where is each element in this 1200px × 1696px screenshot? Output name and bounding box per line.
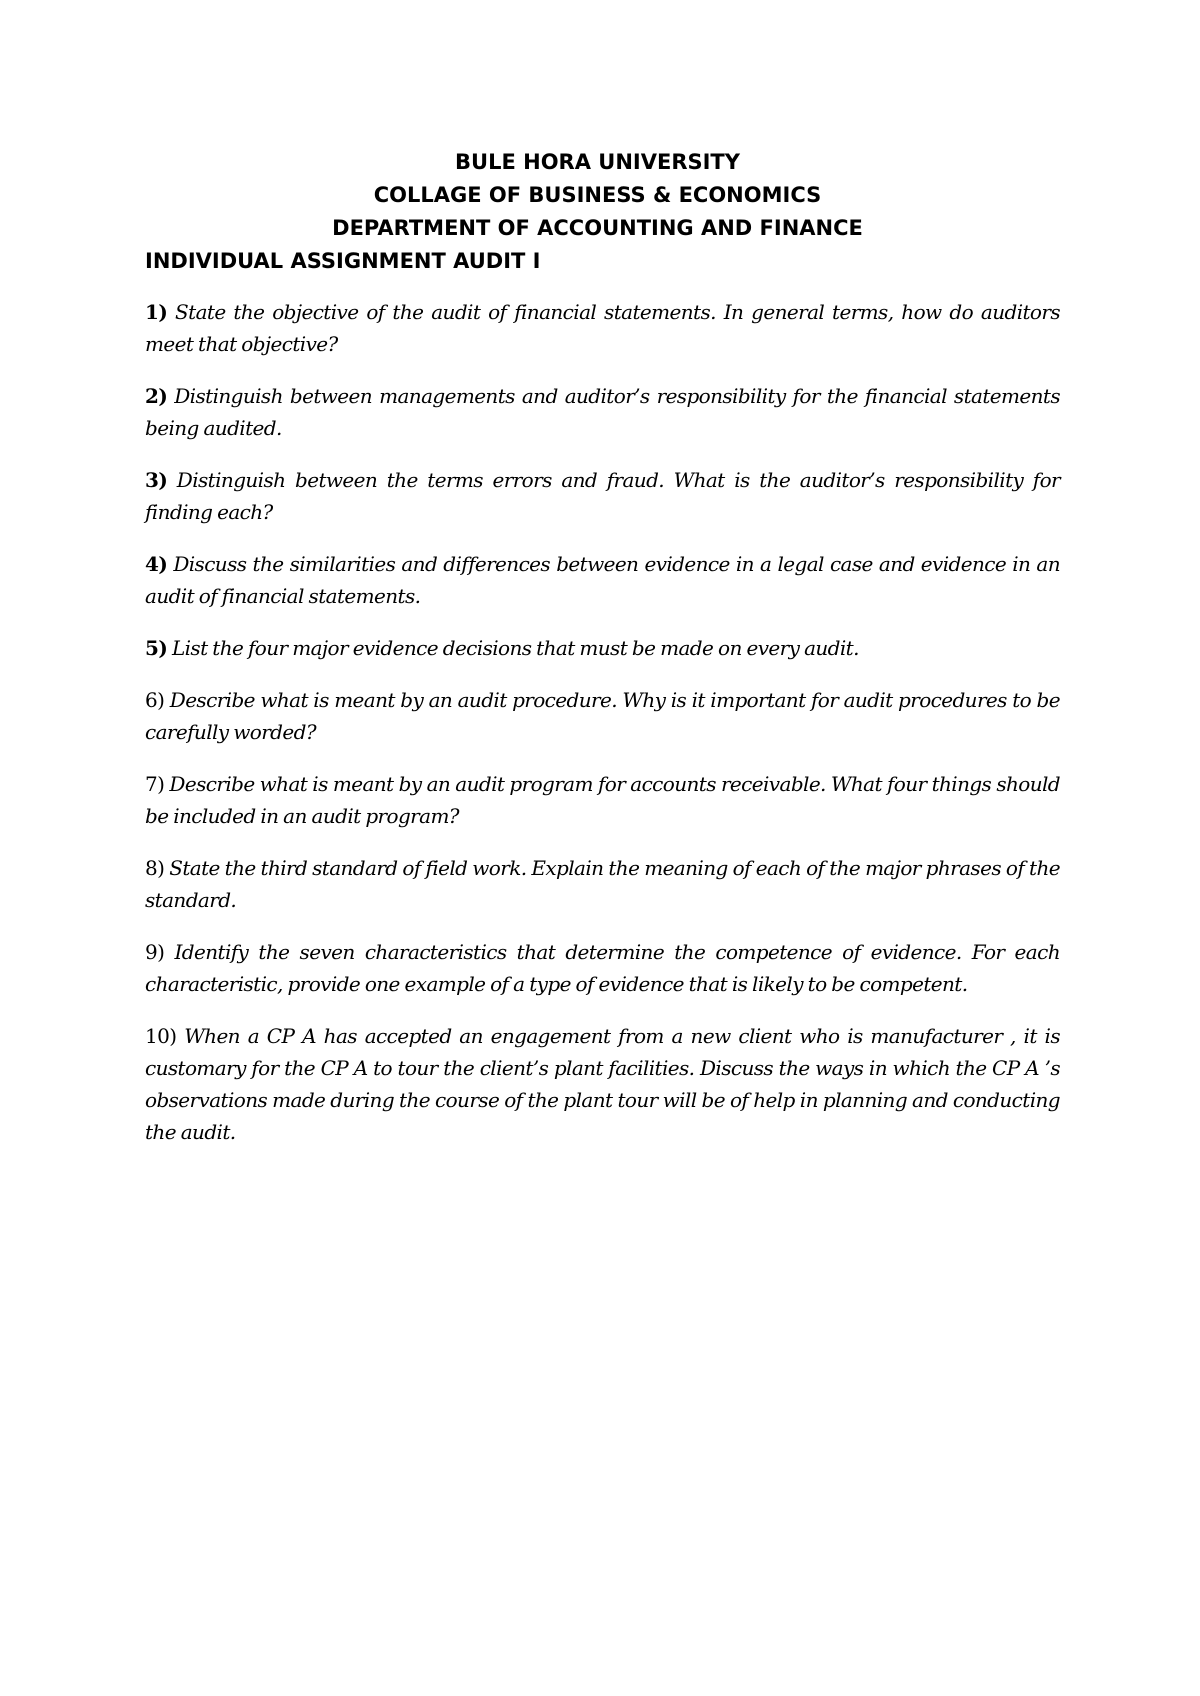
question-8	[145, 852, 1060, 916]
question-text: State the objective of the audit of financial statements. In general terms, how do auditors meet that objective?	[145, 300, 1060, 356]
question-2	[145, 380, 1060, 444]
question-number: 4)	[145, 552, 168, 576]
question-text: Describe what is meant by an audit program for accounts receivable. What four things should be included in an audit program?	[145, 772, 1060, 828]
question-3	[145, 464, 1060, 528]
question-number: 1)	[145, 300, 168, 324]
question-text: Describe what is meant by an audit procedure. Why is it important for audit procedures to be carefully worded?	[145, 688, 1060, 744]
question-text: Distinguish between managements and auditor’s responsibility for the financial statements being audited.	[145, 384, 1060, 440]
question-text: State the third standard of field work. Explain the meaning of each of the major phrases of the standard.	[145, 856, 1060, 912]
question-number: 8)	[145, 856, 165, 880]
question-number: 9)	[145, 940, 165, 964]
question-text: Discuss the similarities and differences between evidence in a legal case and evidence in an audit of financial statements.	[145, 552, 1061, 608]
question-5	[145, 632, 1060, 664]
question-list	[145, 296, 1060, 1168]
assignment-title: INDIVIDUAL ASSIGNMENT AUDIT I	[145, 249, 541, 273]
question-number: 2)	[145, 384, 168, 408]
question-9	[145, 936, 1060, 1000]
question-number: 6)	[145, 688, 165, 712]
question-6	[145, 684, 1060, 748]
question-number: 3)	[145, 468, 168, 492]
question-4	[145, 548, 1060, 612]
question-7	[145, 768, 1060, 832]
question-number: 5)	[145, 636, 168, 660]
question-text: When a CP A has accepted an engagement from a new client who is manufacturer , it is customary for the CP A to tour the client’s plant facilities. Discuss the ways in which the CP A ’s observations made during the course of the plant tour will be of help in planning and conducting the audit.	[145, 1024, 1060, 1144]
question-number: 7)	[145, 772, 165, 796]
question-10	[145, 1020, 1060, 1148]
document-header	[145, 146, 1050, 278]
question-text: Distinguish between the terms errors and fraud. What is the auditor’s responsibility for finding each?	[145, 468, 1060, 524]
question-number: 10)	[145, 1024, 177, 1048]
question-1	[145, 296, 1060, 360]
university-name: BULE HORA UNIVERSITY	[455, 150, 740, 174]
college-name: COLLAGE OF BUSINESS & ECONOMICS	[373, 183, 822, 207]
department-name: DEPARTMENT OF ACCOUNTING AND FINANCE	[332, 216, 863, 240]
question-text: List the four major evidence decisions that must be made on every audit.	[171, 636, 859, 660]
question-text: Identify the seven characteristics that determine the competence of evidence. For each characteristic, provide one example of a type of evidence that is likely to be competent.	[145, 940, 1060, 996]
